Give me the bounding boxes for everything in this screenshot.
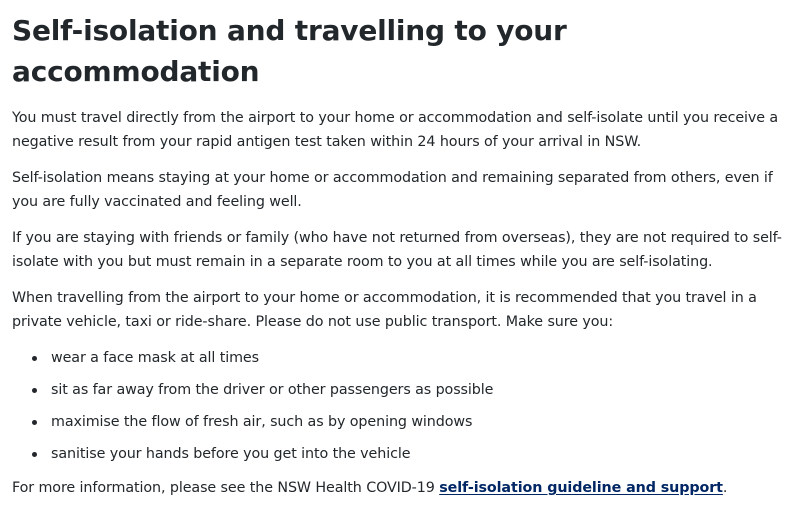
list-item: [30, 346, 786, 370]
list-item: [30, 378, 786, 402]
more-information-suffix: .: [722, 480, 728, 496]
paragraph-travel-directly: You must travel directly from the airport to your home or accommodation and self-isolate until you receive a negative result from your rapid antigen test taken within 24 hours of your arrival in NSW.: [12, 110, 779, 150]
bullet-icon: [32, 356, 37, 361]
self-isolation-guideline-link[interactable]: self-isolation guideline and support: [439, 480, 723, 496]
list-item-text: wear a face mask at all times: [51, 350, 259, 366]
page-title: Self-isolation and travelling to your accommodation: [12, 14, 567, 88]
bullet-icon: [32, 452, 37, 457]
more-information-paragraph: [12, 476, 786, 500]
list-item: [30, 442, 786, 466]
list-item-text: maximise the flow of fresh air, such as by opening windows: [51, 414, 473, 430]
paragraph-self-isolation-meaning: Self-isolation means staying at your home or accommodation and remaining separated from others, even if you are fully vaccinated and feeling well.: [12, 170, 773, 210]
travel-checklist: [12, 346, 786, 466]
bullet-icon: [32, 420, 37, 425]
bullet-icon: [32, 388, 37, 393]
list-item: [30, 410, 786, 434]
list-item-text: sanitise your hands before you get into the vehicle: [51, 446, 411, 462]
paragraph-friends-family: If you are staying with friends or family (who have not returned from overseas), they are not required to self-isolate with you but must remain in a separate room to you at all times while you are self-isolating.: [12, 230, 782, 270]
list-item-text: sit as far away from the driver or other passengers as possible: [51, 382, 494, 398]
paragraph-travelling-from-airport: When travelling from the airport to your home or accommodation, it is recommended that you travel in a private vehicle, taxi or ride-share. Please do not use public transport. Make sure you:: [12, 290, 757, 330]
more-information-prefix: For more information, please see the NSW Health COVID-19: [12, 480, 440, 496]
